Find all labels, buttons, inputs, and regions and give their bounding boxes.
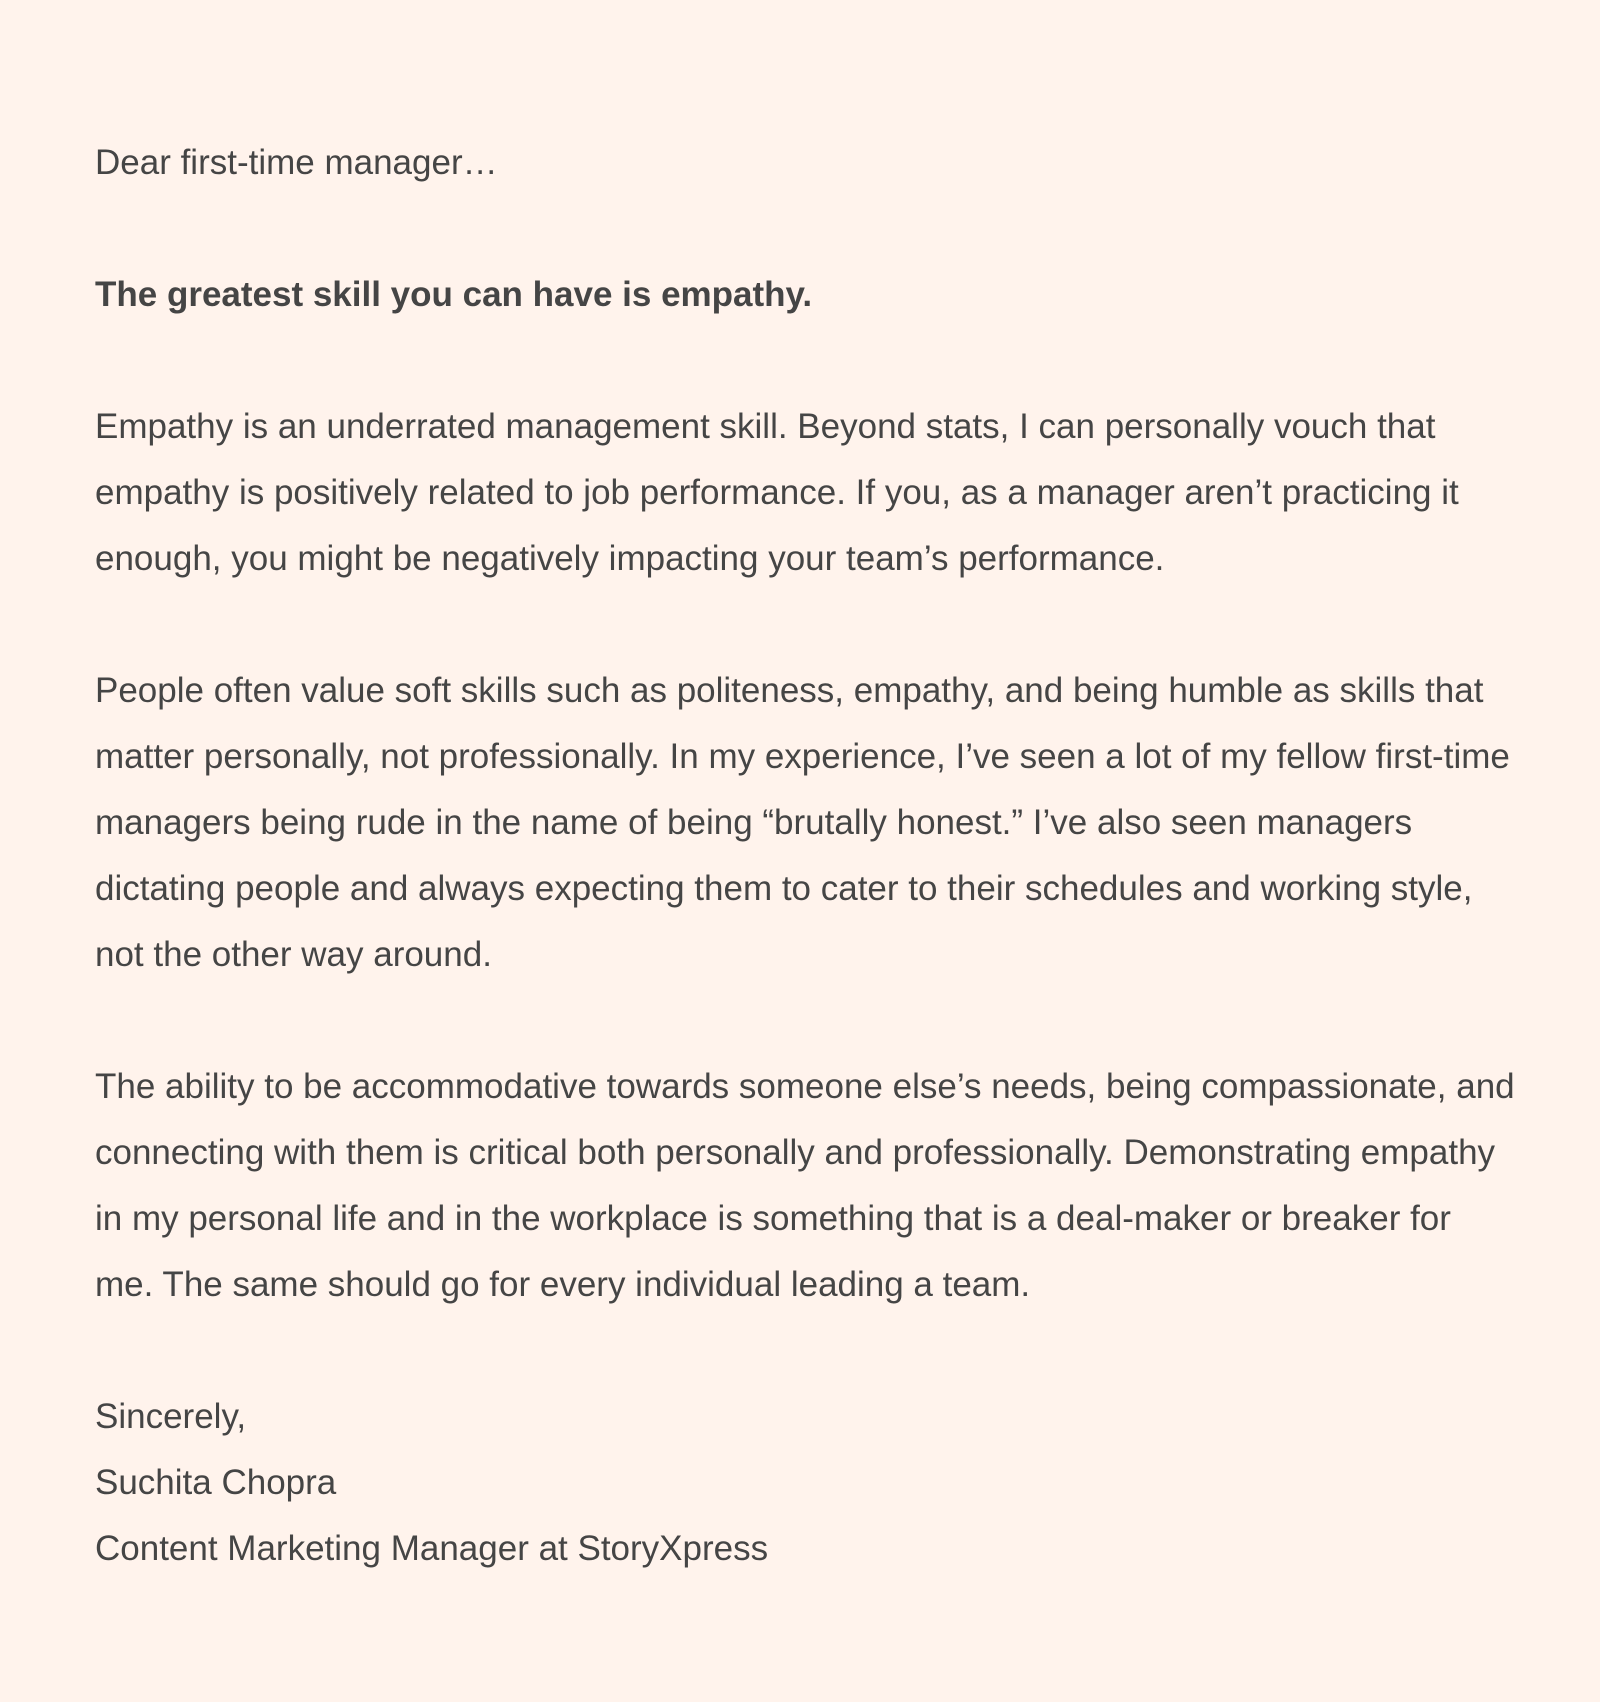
author-title: Content Marketing Manager at StoryXpress [95,1529,769,1568]
paragraph-2: People often value soft skills such as politeness, empathy, and being humble as skills that matter personally, not professionally. In my experience, I’ve seen a lot of my fellow first-time managers being rude in the name of being “brutally honest.” I’ve also seen managers dictating people and always expecting them to cater to their schedules and working style, not the other way around. [95,671,1510,974]
salutation: Dear first-time manager… [95,143,498,182]
closing: Sincerely, [95,1397,247,1436]
author-name: Suchita Chopra [95,1463,337,1502]
signature-block [95,1384,1515,1582]
paragraph-1: Empathy is an underrated management skill. Beyond stats, I can personally vouch that empathy is positively related to job performance. If you, as a manager aren’t practicing it enough, you might be negatively impacting your team’s performance. [95,407,1459,578]
paragraph-3: The ability to be accommodative towards someone else’s needs, being compassionate, and connecting with them is critical both personally and professionally. Demonstrating empathy in my personal life and in the workplace is something that is a deal-maker or breaker for me. The same should go for every individual leading a team. [95,1067,1515,1304]
headline: The greatest skill you can have is empathy. [95,275,813,314]
letter-body [95,130,1515,1582]
